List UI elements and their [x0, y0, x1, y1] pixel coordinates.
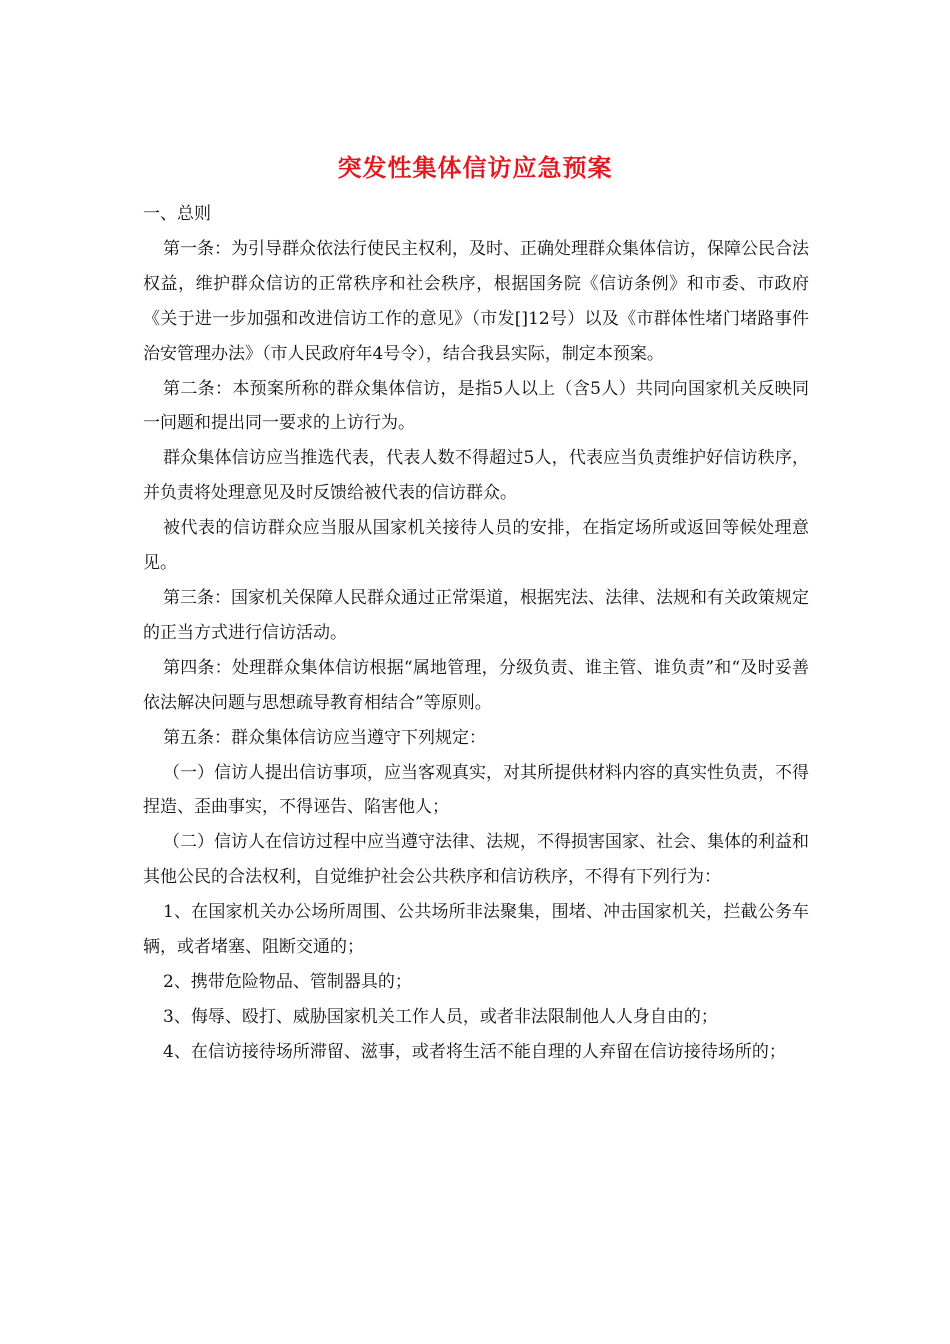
article-4-paragraph: 第四条：处理群众集体信访根据“属地管理，分级负责、谁主管、谁负责”和“及时妥善依法解决问题与思想疏导教育相结合”等原则。	[143, 657, 809, 713]
clause-2-paragraph: （二）信访人在信访过程中应当遵守法律、法规，不得损害国家、社会、集体的利益和其他公民的合法权利，自觉维护社会公共秩序和信访秩序，不得有下列行为：	[143, 832, 809, 888]
article-2-paragraph: 第二条：本预案所称的群众集体信访，是指5人以上（含5人）共同向国家机关反映同一问题和提出同一要求的上访行为。	[143, 378, 809, 434]
article-5-paragraph: 第五条：群众集体信访应当遵守下列规定：	[163, 727, 486, 748]
represented-paragraph: 被代表的信访群众应当服从国家机关接待人员的安排，在指定场所或返回等候处理意见。	[143, 518, 809, 574]
item-1-paragraph: 1、在国家机关办公场所周围、公共场所非法聚集，围堵、冲击国家机关，拦截公务车辆，或者堵塞、阻断交通的；	[143, 902, 809, 958]
item-2-paragraph: 2、携带危险物品、管制器具的；	[163, 971, 412, 992]
document-title: 突发性集体信访应急预案	[337, 154, 613, 182]
item-3-paragraph: 3、侮辱、殴打、威胁国家机关工作人员，或者非法限制他人人身自由的；	[163, 1006, 718, 1027]
section-heading: 一、总则	[143, 204, 211, 224]
article-3-paragraph: 第三条：国家机关保障人民群众通过正常渠道，根据宪法、法律、法规和有关政策规定的正当方式进行信访活动。	[143, 587, 809, 643]
item-4-paragraph: 4、在信访接待场所滞留、滋事，或者将生活不能自理的人弃留在信访接待场所的；	[163, 1041, 786, 1062]
document-body	[143, 197, 809, 1070]
clause-1-paragraph: （一）信访人提出信访事项，应当客观真实，对其所提供材料内容的真实性负责，不得捏造、歪曲事实，不得诬告、陷害他人；	[143, 762, 809, 818]
article-1-paragraph: 第一条：为引导群众依法行使民主权利，及时、正确处理群众集体信访，保障公民合法权益，维护群众信访的正常秩序和社会秩序，根据国务院《信访条例》和市委、市政府《关于进一步加强和改进信访工作的意见》（市发[]12号）以及《市群体性堵门堵路事件治安管理办法》（市人民政府年4号令），结合我县实际，制定本预案。	[143, 238, 809, 364]
representative-paragraph: 群众集体信访应当推选代表，代表人数不得超过5人，代表应当负责维护好信访秩序，并负责将处理意见及时反馈给被代表的信访群众。	[143, 448, 809, 504]
